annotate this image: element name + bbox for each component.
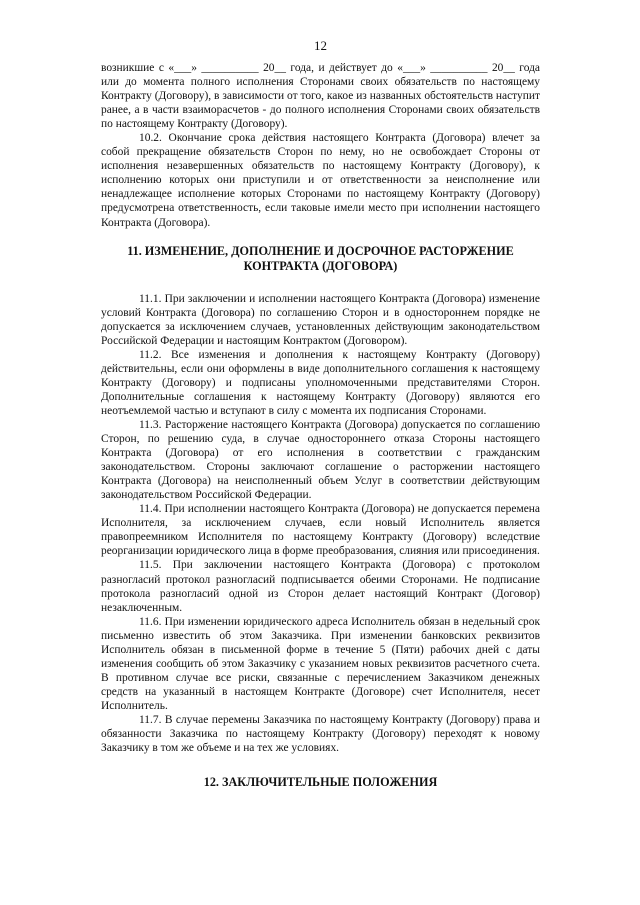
- paragraph-11-3: 11.3. Расторжение настоящего Контракта (Договора) допускается по соглашению Сторон, по решению суда, в случае одностороннего отказа Стороны настоящего Контракта (Договора) от его исполнения в соответствии с гражданским законодательством. Стороны заключают соглашение о расторжении настоящего Контракта (Договора) на неисполненный объем Услуг в соответствии действующим законодательством Российской Федерации.: [101, 418, 540, 502]
- paragraph-11-7: 11.7. В случае перемены Заказчика по настоящему Контракту (Договору) права и обязанности Заказчика по настоящему Контракту (Договору) переходят к новому Заказчику в том же объеме и на тех же условиях.: [101, 713, 540, 755]
- paragraph-11-2: 11.2. Все изменения и дополнения к настоящему Контракту (Договору) действительны, если они оформлены в виде дополнительного соглашения к настоящему Контракту (Договору) и подписаны уполномоченными представителями Сторон. Дополнительные соглашения к настоящему Контракту (Договору) являются его неотъемлемой частью и вступают в силу с момента их подписания Сторонами.: [101, 348, 540, 417]
- paragraph-10-2: 10.2. Окончание срока действия настоящего Контракта (Договора) влечет за собой прекращение обязательств Сторон по нему, но не освобождает Стороны от исполнения незавершенных обязательств по настоящему Контракту (Договору), к исполнению которых они приступили и от ответственности за неисполнение или ненадлежащее исполнение которых Сторонами по настоящему Контракту (Договору) предусмотрена ответственность, если таковые имели место при исполнении настоящего Контракта (Договора).: [101, 132, 540, 229]
- paragraph-11-4: 11.4. При исполнении настоящего Контракта (Договора) не допускается перемена Исполнителя, за исключением случаев, если новый Исполнитель является правопреемником Исполнителя по настоящему Контракту (Договору) вследствие реорганизации юридического лица в форме преобразования, слияния или присоединения.: [101, 503, 540, 558]
- paragraph-11-6: 11.6. При изменении юридического адреса Исполнитель обязан в недельный срок письменно известить об этом Заказчика. При изменении банковских реквизитов Исполнитель обязан в письменной форме в течение 5 (Пяти) рабочих дней с даты изменения сообщить об этом Заказчику с указанием новых реквизитов расчетного счета. В противном случае все риски, связанные с перечислением Заказчиком денежных средств на указанный в настоящем Контракте (Договоре) счет Исполнителя, несет Исполнитель.: [101, 615, 540, 712]
- paragraph-11-1: 11.1. При заключении и исполнении настоящего Контракта (Договора) изменение условий Контракта (Договора) по соглашению Сторон и в одностороннем порядке не допускается за исключением случаев, установленных действующим законодательством Российской Федерации и настоящим Контрактом (Договором).: [101, 292, 540, 347]
- section-11-heading: 11. ИЗМЕНЕНИЕ, ДОПОЛНЕНИЕ И ДОСРОЧНОЕ РАСТОРЖЕНИЕ КОНТРАКТА (ДОГОВОРА): [127, 243, 514, 273]
- paragraph-11-5: 11.5. При заключении настоящего Контракта (Договора) с протоколом разногласий протокол разногласий подписывается обеими Сторонами. Не подписание протокола разногласий одной из Сторон делает настоящий Контракт (Договор) незаключенным.: [101, 559, 540, 614]
- section-12-heading: 12. ЗАКЛЮЧИТЕЛЬНЫЕ ПОЛОЖЕНИЯ: [203, 775, 438, 790]
- page-number: 12: [314, 38, 327, 53]
- paragraph-10-1-continuation: возникшие с «___» __________ 20__ года, и действует до «___» __________ 20__ года или до момента полного исполнения Сторонами своих обязательств по настоящему Контракту (Договору), в зависимости от того, какое из названных обстоятельств наступит ранее, а в части взаиморасчетов - до полного исполнения Сторонами своих обязательств по настоящему Контракту (Договору).: [101, 62, 540, 131]
